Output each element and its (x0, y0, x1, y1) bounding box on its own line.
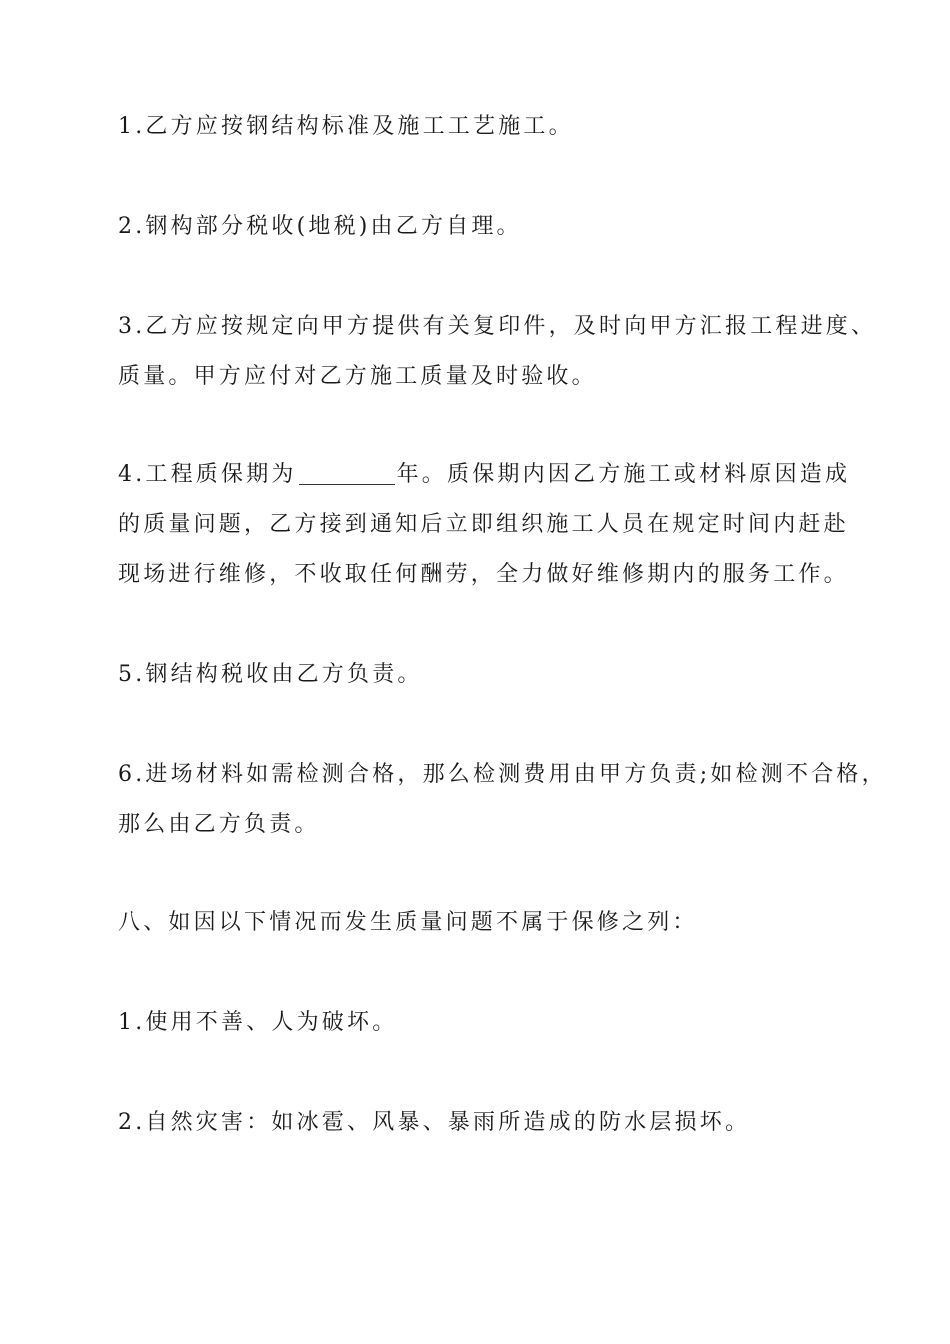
section-8-item-1-text: 1.使用不善、人为破坏。 (118, 1010, 398, 1035)
clause-3-line-1: 3.乙方应按规定向甲方提供有关复印件，及时向甲方汇报工程进度、 (118, 314, 877, 339)
clause-2 (118, 202, 858, 252)
clause-2-text: 2.钢构部分税收(地税)由乙方自理。 (118, 214, 522, 239)
clause-3 (118, 302, 877, 402)
clause-6 (118, 750, 887, 850)
clause-5 (118, 650, 858, 700)
clause-4-line-1-start: 4.工程质保期为 (118, 462, 297, 487)
section-8-heading-text: 八、如因以下情况而发生质量问题不属于保修之列： (118, 910, 698, 935)
warranty-years-blank (299, 462, 395, 485)
section-8-item-2 (118, 1098, 858, 1148)
section-8-heading (118, 898, 858, 948)
clause-6-line-2: 那么由乙方负责。 (118, 812, 320, 837)
clause-1 (118, 102, 858, 152)
clause-6-line-1: 6.进场材料如需检测合格，那么检测费用由甲方负责;如检测不合格， (118, 762, 887, 787)
clause-4 (118, 450, 858, 600)
clause-1-text: 1.乙方应按钢结构标准及施工工艺施工。 (118, 114, 574, 139)
clause-4-line-2: 的质量问题，乙方接到通知后立即组织施工人员在规定时间内赶赴 (118, 512, 849, 537)
section-8-item-1 (118, 998, 858, 1048)
clause-4-line-1 (118, 450, 858, 500)
clause-5-text: 5.钢结构税收由乙方负责。 (118, 662, 423, 687)
clause-4-line-3: 现场进行维修，不收取任何酬劳，全力做好维修期内的服务工作。 (118, 562, 849, 587)
section-8-item-2-text: 2.自然灾害：如冰雹、风暴、暴雨所造成的防水层损坏。 (118, 1110, 751, 1135)
clause-4-line-1-end: 年。质保期内因乙方施工或材料原因造成 (396, 462, 851, 487)
clause-3-line-2: 质量。甲方应付对乙方施工质量及时验收。 (118, 364, 597, 389)
